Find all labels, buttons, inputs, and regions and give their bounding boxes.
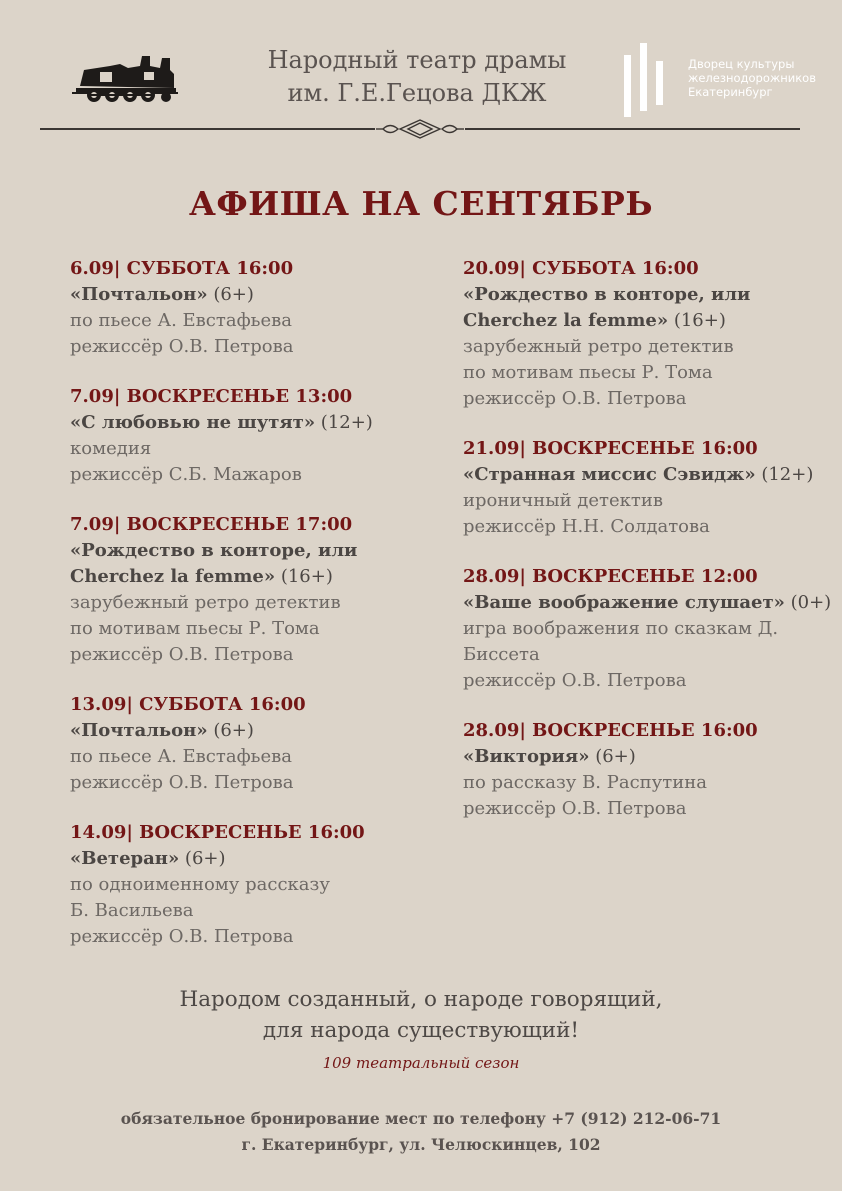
event-title-part1: «Рождество в конторе, или [70,540,358,561]
event-datetime: 7.09| ВОСКРЕСЕНЬЕ 17:00 [70,514,353,535]
event-title: «Почтальон» [70,720,208,741]
event-title: «Ветеран» [70,848,180,869]
event-title-line [70,846,440,872]
event-item [463,436,833,540]
event-title-line-1 [70,538,440,564]
event-detail: по одноименному рассказу [70,874,330,895]
event-datetime: 28.09| ВОСКРЕСЕНЬЕ 12:00 [463,566,758,587]
event-title-line [70,282,440,308]
event-datetime: 21.09| ВОСКРЕСЕНЬЕ 16:00 [463,438,758,459]
event-datetime: 28.09| ВОСКРЕСЕНЬЕ 16:00 [463,720,758,741]
event-age: (12+) [315,412,373,433]
event-item [70,692,440,796]
event-title-line-1 [463,282,833,308]
dk-name [688,57,838,99]
event-detail: зарубежный ретро детектив [463,336,734,357]
event-datetime: 20.09| СУББОТА 16:00 [463,258,699,279]
event-item [70,820,440,950]
event-item [70,384,440,488]
event-age: (6+) [207,284,254,305]
event-title-line [463,744,833,770]
theatre-name-line1: Народный театр драмы [267,46,567,74]
event-title: «Почтальон» [70,284,208,305]
footer [0,1106,842,1158]
event-detail: игра воображения по сказкам Д. [463,618,779,639]
events-column-left [70,256,440,974]
event-title-line [70,718,440,744]
event-title: Cherchez la femme» [463,310,669,331]
event-title-line [70,564,440,590]
theatre-name-line2: им. Г.Е.Гецова ДКЖ [287,79,547,107]
event-title: Cherchez la femme» [70,566,276,587]
slogan [0,984,842,1046]
ornament-divider-icon [40,118,800,140]
event-title: «С любовью не шутят» [70,412,316,433]
event-director: режиссёр О.В. Петрова [463,388,687,409]
event-age: (6+) [207,720,254,741]
address: г. Екатеринбург, ул. Челюскинцев, 102 [241,1135,601,1154]
event-detail: комедия [70,438,152,459]
event-director: режиссёр О.В. Петрова [70,336,294,357]
event-detail: зарубежный ретро детектив [70,592,341,613]
event-title: «Странная миссис Сэвидж» [463,464,756,485]
event-age: (6+) [179,848,226,869]
events-column-right [463,256,833,846]
event-title-line [463,462,833,488]
booking-phone: обязательное бронирование мест по телефону +7 (912) 212-06-71 [120,1109,722,1128]
event-item [463,718,833,822]
season-label: 109 театральный сезон [322,1054,520,1072]
event-title: «Ваше воображение слушает» [463,592,785,613]
dk-name-line2: железнодорожников [688,71,816,85]
event-director: режиссёр О.В. Петрова [463,670,687,691]
event-director: режиссёр О.В. Петрова [70,772,294,793]
event-age: (16+) [668,310,726,331]
event-title: «Виктория» [463,746,590,767]
dk-name-line3: Екатеринбург [688,85,773,99]
event-detail: ироничный детектив [463,490,663,511]
event-age: (0+) [784,592,832,613]
theatre-name [230,44,604,110]
event-datetime: 14.09| ВОСКРЕСЕНЬЕ 16:00 [70,822,365,843]
event-datetime: 13.09| СУББОТА 16:00 [70,694,306,715]
event-director: режиссёр С.Б. Мажаров [70,464,302,485]
event-item [70,256,440,360]
event-title-part1: «Рождество в конторе, или [463,284,751,305]
steam-locomotive-icon [70,48,180,112]
header [0,0,842,150]
slogan-line1: Народом созданный, о народе говорящий, [179,987,663,1012]
event-director: режиссёр О.В. Петрова [70,644,294,665]
event-age: (6+) [589,746,636,767]
event-title-line [463,590,833,616]
event-detail: по рассказу В. Распутина [463,772,707,793]
event-item [463,564,833,694]
event-detail: Б. Васильева [70,900,194,921]
event-detail: Биссета [463,644,540,665]
event-director: режиссёр О.В. Петрова [463,798,687,819]
event-detail: по пьесе А. Евстафьева [70,310,292,331]
event-detail: по пьесе А. Евстафьева [70,746,292,767]
event-datetime: 6.09| СУББОТА 16:00 [70,258,294,279]
page-title: АФИША НА СЕНТЯБРЬ [188,184,654,223]
event-detail: по мотивам пьесы Р. Тома [463,362,713,383]
dk-name-line1: Дворец культуры [688,57,795,71]
event-director: режиссёр О.В. Петрова [70,926,294,947]
event-item [463,256,833,412]
event-age: (16+) [275,566,333,587]
event-title-line [463,308,833,334]
event-age: (12+) [755,464,814,485]
event-director: режиссёр Н.Н. Солдатова [463,516,710,537]
event-item [70,512,440,668]
event-title-line [70,410,440,436]
slogan-line2: для народа существующий! [262,1018,580,1043]
event-detail: по мотивам пьесы Р. Тома [70,618,320,639]
event-datetime: 7.09| ВОСКРЕСЕНЬЕ 13:00 [70,386,353,407]
dk-bars-logo-icon [622,43,666,117]
